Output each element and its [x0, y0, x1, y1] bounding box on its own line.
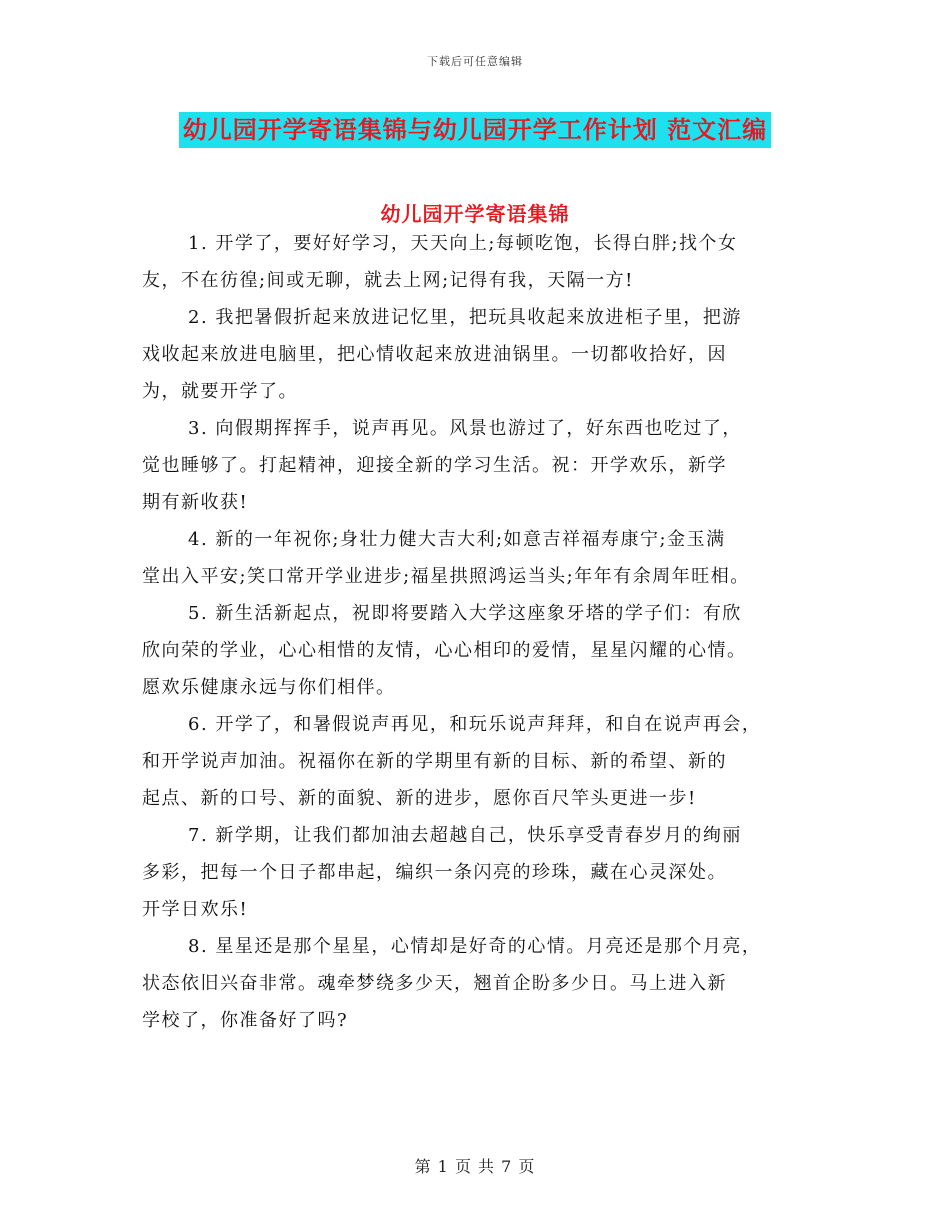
document-body [142, 225, 832, 1039]
document-title-container [0, 112, 950, 148]
paragraph-line: 期有新收获! [142, 492, 249, 513]
page-header-note: 下载后可任意编辑 [427, 55, 523, 68]
paragraph-line: 开学日欢乐! [142, 899, 249, 920]
paragraph-line: 3. 向假期挥挥手，说声再见。风景也游过了，好东西也吃过了， [188, 418, 742, 439]
paragraph-line: 为，就要开学了。 [142, 381, 298, 402]
paragraph-line: 5. 新生活新起点，祝即将要踏入大学这座象牙塔的学子们：有欣 [188, 603, 742, 624]
paragraph-line: 学校了，你准备好了吗? [142, 1010, 349, 1031]
paragraph-1 [142, 225, 832, 299]
paragraph-line: 1. 开学了，要好好学习，天天向上;每顿吃饱，长得白胖;找个女 [188, 233, 738, 254]
paragraph-line: 友，不在彷徨;间或无聊，就去上网;记得有我，天隔一方! [142, 270, 634, 291]
paragraph-7 [142, 817, 832, 928]
paragraph-line: 4. 新的一年祝你;身壮力健大吉大利;如意吉祥福寿康宁;金玉满 [188, 529, 726, 550]
paragraph-line: 堂出入平安;笑口常开学业进步;福星拱照鸿运当头;年年有余周年旺相。 [142, 566, 750, 587]
paragraph-3 [142, 410, 832, 521]
paragraph-line: 戏收起来放进电脑里，把心情收起来放进油锅里。一切都收拾好，因 [142, 344, 727, 365]
paragraph-line: 欣向荣的学业，心心相惜的友情，心心相印的爱情，星星闪耀的心情。 [142, 640, 747, 661]
page-number-footer: 第 1 页 共 7 页 [414, 1157, 536, 1176]
paragraph-line: 和开学说声加油。祝福你在新的学期里有新的目标、新的希望、新的 [142, 751, 727, 772]
paragraph-6 [142, 706, 832, 817]
paragraph-2 [142, 299, 832, 410]
paragraph-line: 起点、新的口号、新的面貌、新的进步，愿你百尺竿头更进一步! [142, 788, 697, 809]
paragraph-line: 2. 我把暑假折起来放进记忆里，把玩具收起来放进柜子里，把游 [188, 307, 742, 328]
paragraph-line: 6. 开学了，和暑假说声再见，和玩乐说声拜拜，和自在说声再会， [188, 714, 762, 735]
section-title: 幼儿园开学寄语集锦 [380, 202, 570, 226]
paragraph-line: 愿欢乐健康永远与你们相伴。 [142, 677, 396, 698]
paragraph-4 [142, 521, 832, 595]
paragraph-line: 多彩，把每一个日子都串起，编织一条闪亮的珍珠，藏在心灵深处。 [142, 862, 727, 883]
paragraph-line: 8. 星星还是那个星星，心情却是好奇的心情。月亮还是那个月亮， [188, 936, 762, 957]
paragraph-8 [142, 928, 832, 1039]
document-title: 幼儿园开学寄语集锦与幼儿园开学工作计划 范文汇编 [179, 112, 771, 148]
paragraph-line: 7. 新学期，让我们都加油去超越自己，快乐享受青春岁月的绚丽 [188, 825, 742, 846]
paragraph-5 [142, 595, 832, 706]
paragraph-line: 觉也睡够了。打起精神，迎接全新的学习生活。祝：开学欢乐，新学 [142, 455, 727, 476]
paragraph-line: 状态依旧兴奋非常。魂牵梦绕多少天，翘首企盼多少日。马上进入新 [142, 973, 727, 994]
